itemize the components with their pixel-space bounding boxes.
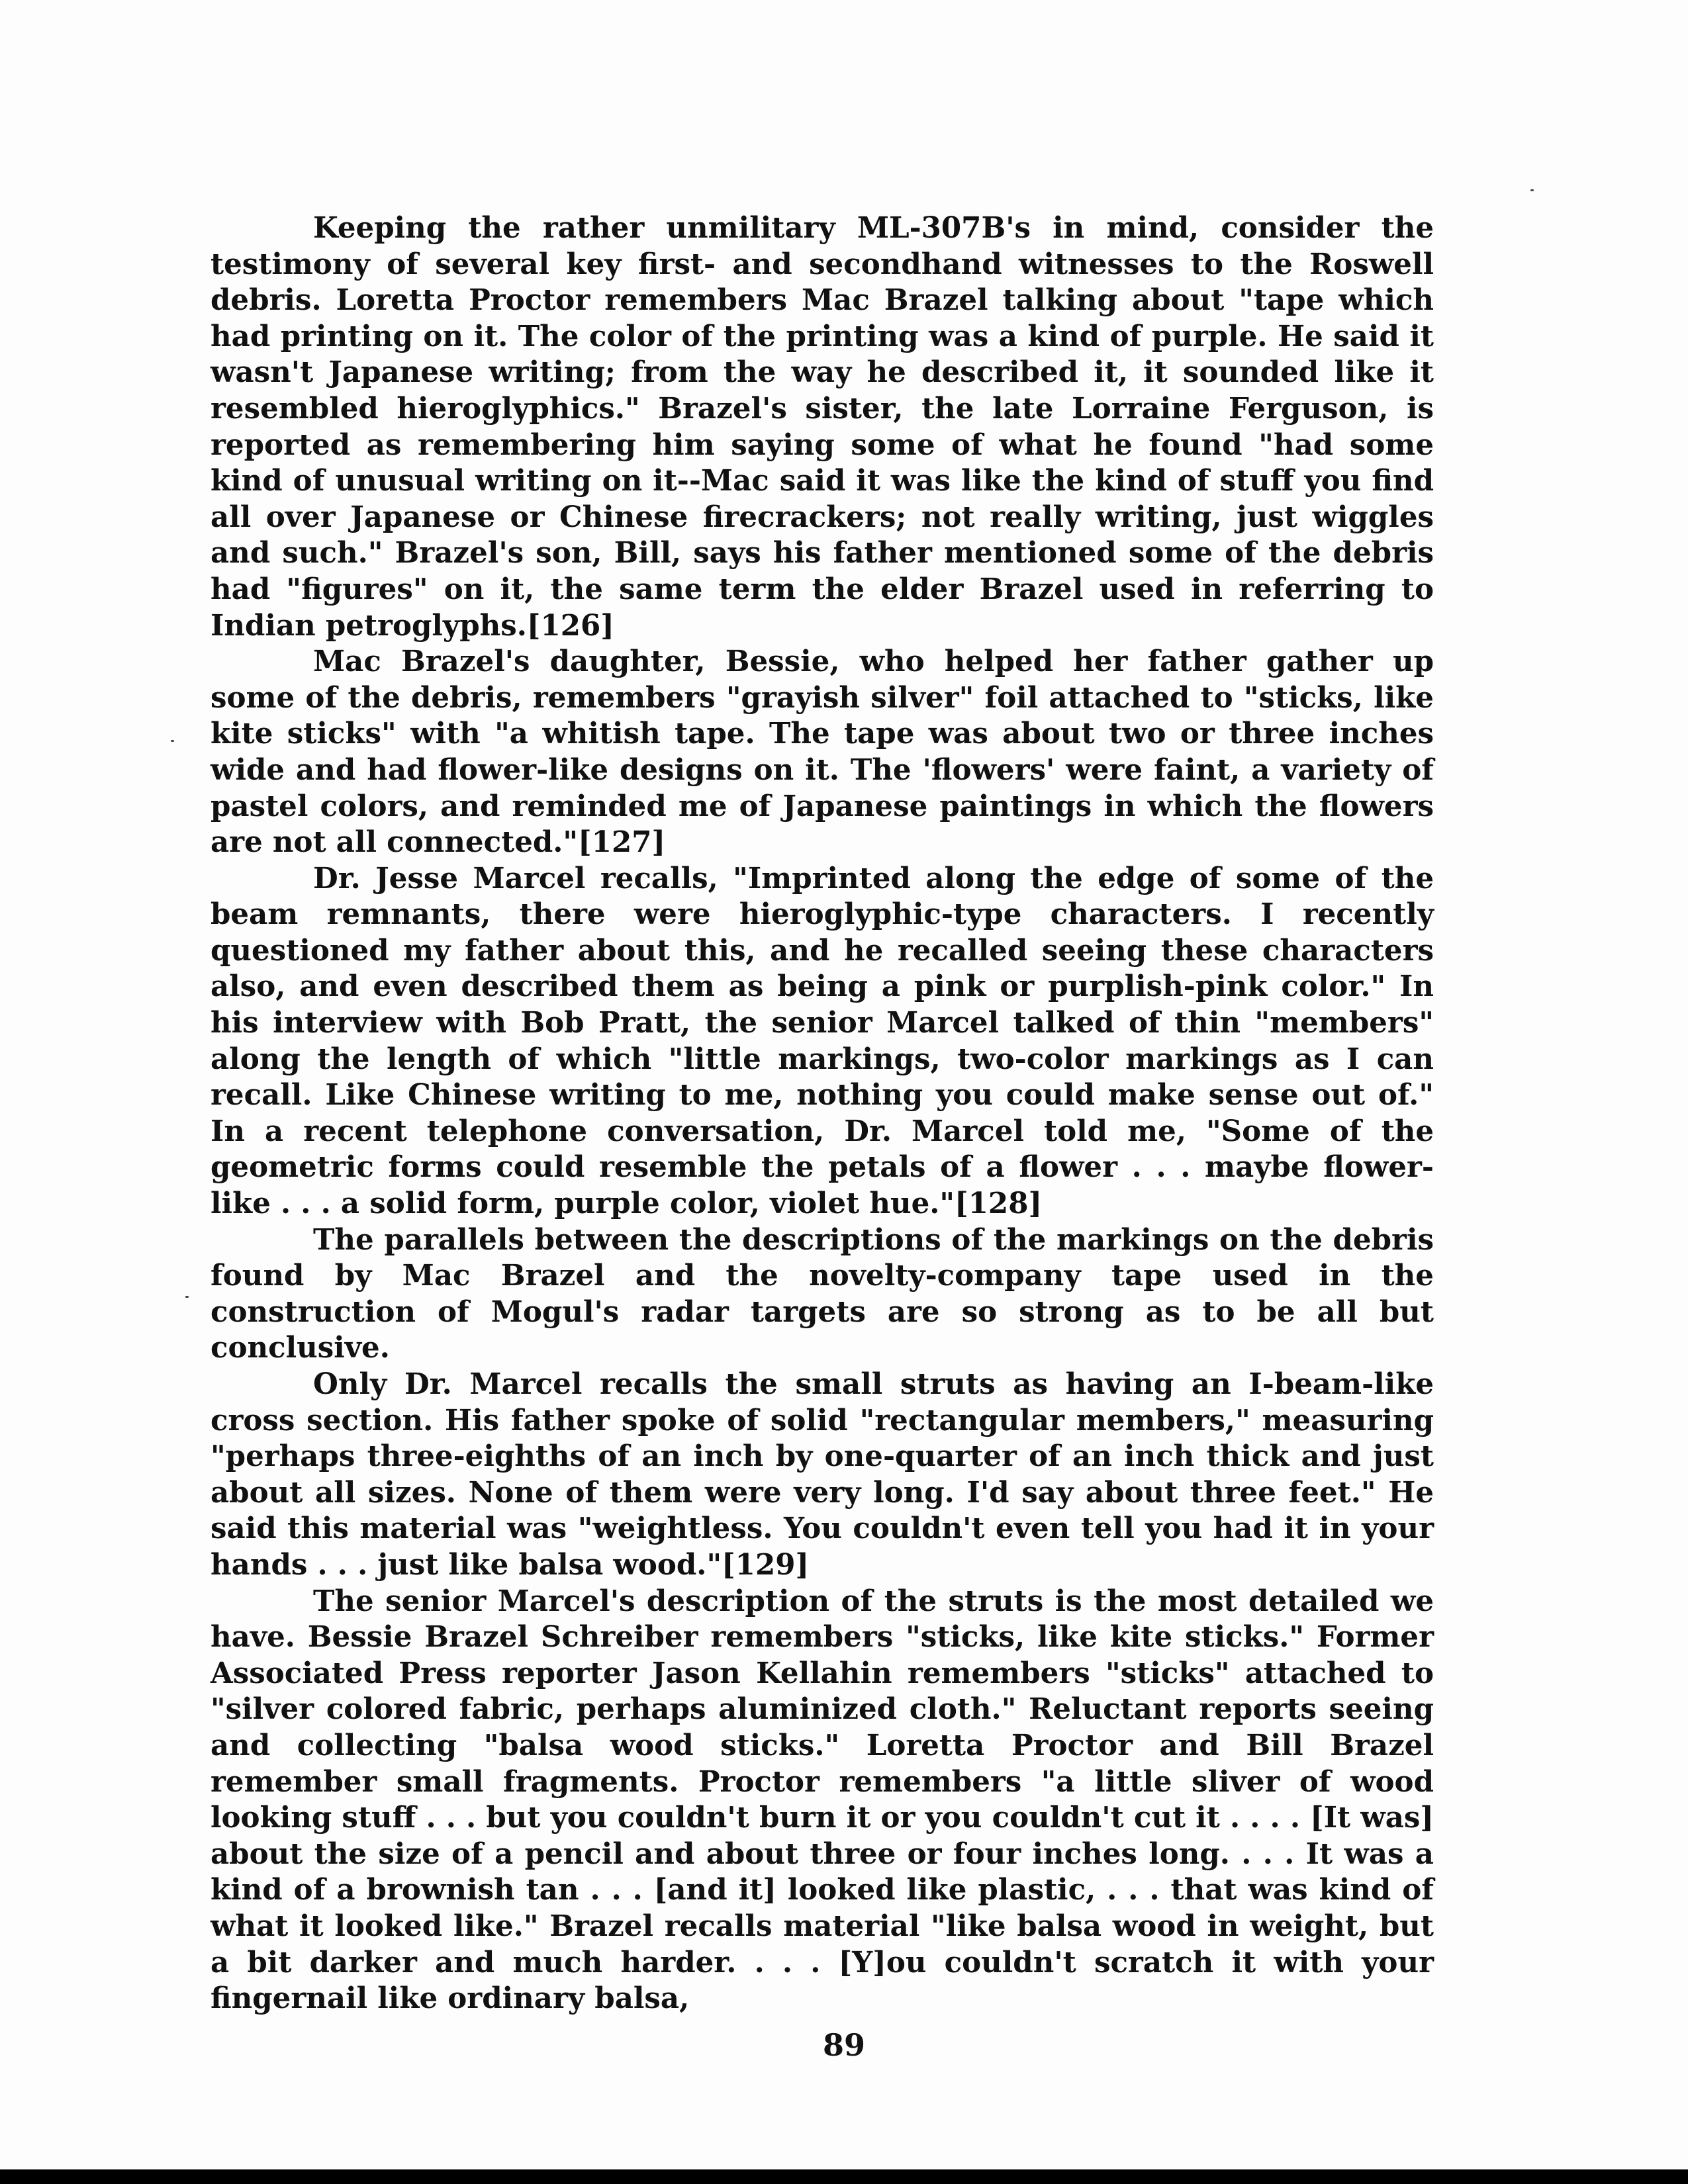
body-text	[211, 210, 1434, 2017]
paragraph-2: Mac Brazel's daughter, Bessie, who helped her father gather up some of the debris, remembers "grayish silver" foil attached to "sticks, like kite sticks" with "a whitish tape. The tape was about two or three inches wide and had flower-like designs on it. The 'flowers' were faint, a variety of pastel colors, and reminded me of Japanese paintings in which the flowers are not all connected."[127]	[211, 645, 1434, 860]
scan-bottom-edge	[0, 2169, 1688, 2184]
page-number: 89	[822, 2027, 865, 2063]
paragraph-3: Dr. Jesse Marcel recalls, "Imprinted along the edge of some of the beam remnants, there were hieroglyphic-type characters. I recently questioned my father about this, and he recalled seeing these characters also, and even described them as being a pink or purplish-pink color." In his interview with Bob Pratt, the senior Marcel talked of thin "members" along the length of which "little markings, two-color markings as I can recall. Like Chinese writing to me, nothing you could make sense out of." In a recent telephone conversation, Dr. Marcel told me, "Some of the geometric forms could resemble the petals of a flower . . . maybe flower-like . . . a solid form, purple color, violet hue."[128]	[211, 861, 1434, 1221]
paragraph-6: The senior Marcel's description of the struts is the most detailed we have. Bessie Brazel Schreiber remembers "sticks, like kite sticks." Former Associated Press reporter Jason Kellahin remembers "sticks" attached to "silver colored fabric, perhaps aluminized cloth." Reluctant reports seeing and collecting "balsa wood sticks." Loretta Proctor and Bill Brazel remember small fragments. Proctor remembers "a little sliver of wood looking stuff . . . but you couldn't burn it or you couldn't cut it . . . . [It was] about the size of a pencil and about three or four inches long. . . . It was a kind of a brownish tan . . . [and it] looked like plastic, . . . that was kind of what it looked like." Brazel recalls material "like balsa wood in weight, but a bit darker and much harder. . . . [Y]ou couldn't scratch it with your fingernail like ordinary balsa,	[211, 1584, 1434, 2016]
paragraph-1: Keeping the rather unmilitary ML-307B's in mind, consider the testimony of several key first- and secondhand witnesses to the Roswell debris. Loretta Proctor remembers Mac Brazel talking about "tape which had printing on it. The color of the printing was a kind of purple. He said it wasn't Japanese writing; from the way he described it, it sounded like it resembled hieroglyphics." Brazel's sister, the late Lorraine Ferguson, is reported as remembering him saying some of what he found "had some kind of unusual writing on it--Mac said it was like the kind of stuff you find all over Japanese or Chinese firecrackers; not really writing, just wiggles and such." Brazel's son, Bill, says his father mentioned some of the debris had "figures" on it, the same term the elder Brazel used in referring to Indian petroglyphs.[126]	[211, 211, 1434, 643]
scan-speck-left	[171, 740, 174, 742]
paragraph-5: Only Dr. Marcel recalls the small struts as having an I-beam-like cross section. His father spoke of solid "rectangular members," measuring "perhaps three-eighths of an inch by one-quarter of an inch thick and just about all sizes. None of them were very long. I'd say about three feet." He said this material was "weightless. You couldn't even tell you had it in your hands . . . just like balsa wood."[129]	[211, 1367, 1434, 1582]
scan-speck-left-lower	[185, 1296, 189, 1298]
scan-speck-right	[1530, 189, 1534, 191]
paragraph-4: The parallels between the descriptions of the markings on the debris found by Mac Brazel and the novelty-company tape used in the construction of Mogul's radar targets are so strong as to be all but conclusive.	[211, 1222, 1434, 1365]
